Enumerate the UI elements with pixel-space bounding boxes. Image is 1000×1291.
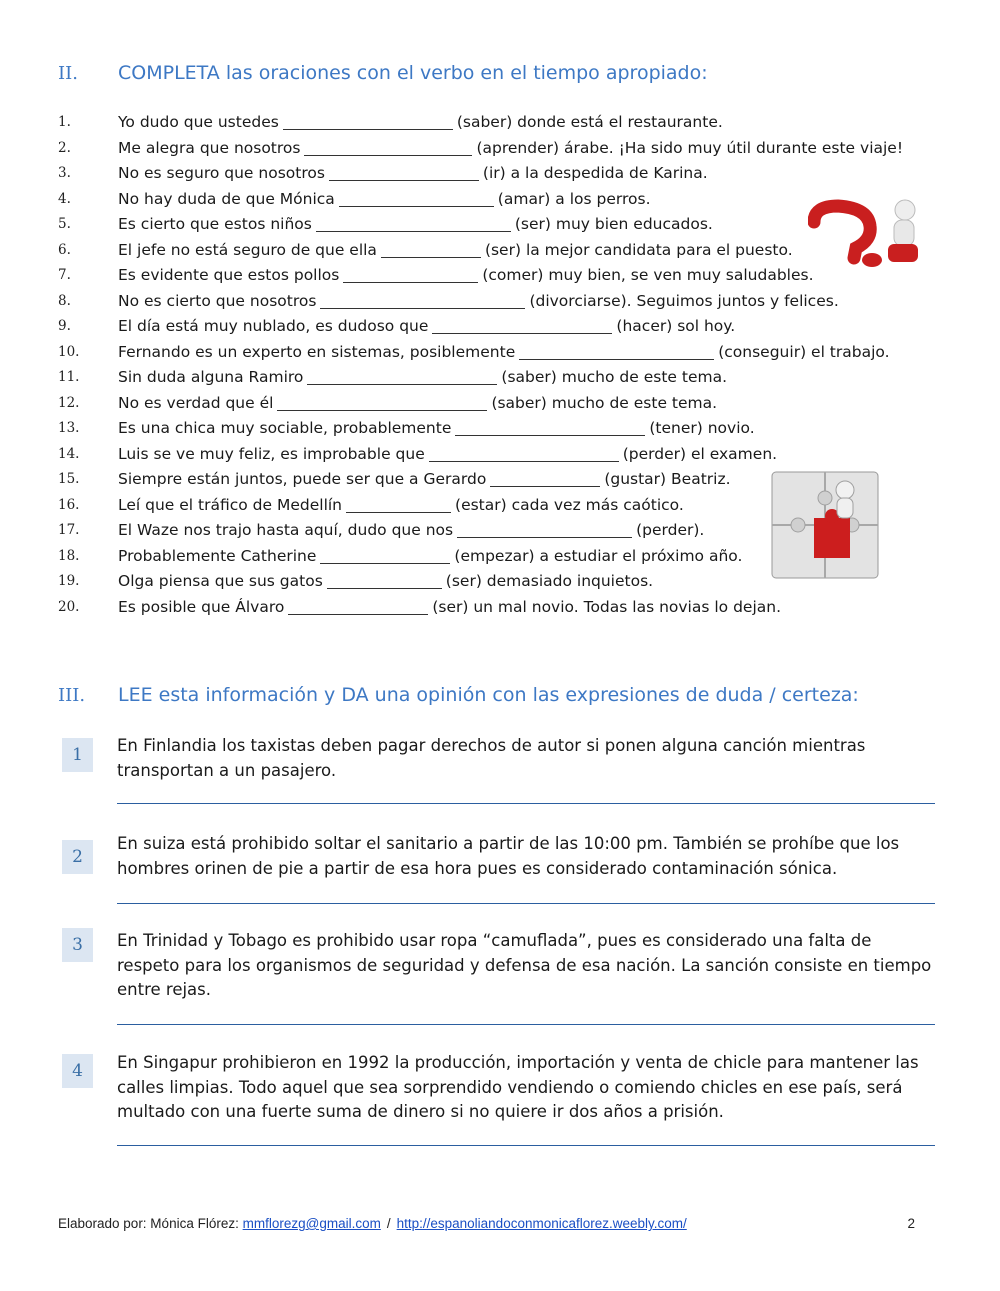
sentence-text: Me alegra que nosotros [118, 138, 301, 157]
section-2-heading [58, 56, 958, 90]
answer-blank[interactable] [429, 446, 619, 462]
sentence-text: Yo dudo que ustedes [118, 113, 279, 131]
exercise-sentence [58, 187, 918, 211]
answer-blank[interactable] [320, 293, 525, 309]
sentence-number: 5. [58, 216, 71, 232]
sentence-verb: (perder). [636, 521, 705, 539]
sentence-number: 17. [58, 522, 80, 538]
answer-blank[interactable] [327, 573, 442, 589]
sentence-text: Es evidente que estos pollos [118, 266, 340, 284]
answer-blank[interactable] [343, 267, 478, 283]
answer-blank[interactable] [316, 216, 511, 232]
sentence-verb: (ser) un mal novio. Todas las novias lo dejan. [432, 597, 782, 616]
sentence-verb: (empezar) a estudiar el próximo año. [454, 546, 743, 565]
answer-blank[interactable] [490, 471, 600, 487]
sentence-verb: (divorciarse). Seguimos juntos y felices. [529, 291, 839, 310]
sentence-number: 3. [58, 165, 71, 181]
footer-separator: / [386, 1216, 391, 1231]
answer-blank[interactable] [455, 420, 645, 436]
sentence-verb: (conseguir) el trabajo. [718, 342, 890, 361]
sentence-verb: (ser) muy bien educados. [514, 215, 713, 233]
sentence-number: 6. [58, 241, 71, 258]
section-3-heading [58, 678, 958, 712]
puzzle-figure-image [760, 458, 890, 586]
answer-blank[interactable] [304, 140, 472, 156]
sentence-number: 10. [58, 343, 80, 360]
exercise-sentence [58, 314, 918, 338]
section-3-number: III. [58, 684, 86, 706]
sentence-verb: (hacer) sol hoy. [616, 317, 736, 335]
answer-blank[interactable] [329, 165, 479, 181]
answer-blank[interactable] [339, 191, 494, 207]
exercise-sentence [58, 238, 918, 262]
answer-line[interactable] [117, 1145, 935, 1146]
footer-email-link[interactable]: mmflorezg@gmail.com [242, 1216, 381, 1231]
answer-line[interactable] [117, 803, 935, 804]
exercise-sentence [58, 212, 918, 236]
sentence-text: Es cierto que estos niños [118, 215, 312, 233]
sentence-text: Luis se ve muy feliz, es improbable que [118, 444, 425, 463]
sentence-number: 15. [58, 471, 80, 487]
sentence-number: 12. [58, 394, 80, 411]
sentence-number: 19. [58, 573, 80, 589]
sentence-text: Leí que el tráfico de Medellín [118, 495, 343, 514]
sentence-text: No es seguro que nosotros [118, 164, 325, 182]
answer-blank[interactable] [346, 497, 451, 513]
item-number-box: 1 [62, 738, 93, 772]
sentence-verb: (perder) el examen. [622, 444, 778, 463]
exercise-sentence [58, 416, 918, 440]
exercise-sentence [58, 263, 918, 287]
exercise-sentence [58, 161, 918, 185]
sentence-verb: (gustar) Beatriz. [604, 470, 731, 488]
sentence-text: Siempre están juntos, puede ser que a Gerardo [118, 470, 487, 488]
sentence-text: No es cierto que nosotros [118, 291, 317, 310]
sentence-text: Es posible que Álvaro [118, 597, 285, 616]
item-text: En Trinidad y Tobago es prohibido usar ropa “camuflada”, pues es considerado una falta de respeto para los organismos de seguridad y defensa de esa nación. La sanción consiste en tiempo entre rejas. [117, 931, 932, 999]
answer-blank[interactable] [288, 599, 428, 615]
sentence-verb: (amar) a los perros. [497, 189, 651, 208]
item-text: En Finlandia los taxistas deben pagar derechos de autor si ponen alguna canción mientras transportan a un pasajero. [117, 736, 866, 780]
sentence-verb: (saber) donde está el restaurante. [456, 113, 723, 131]
exercise-sentence [58, 365, 918, 389]
sentence-verb: (ir) a la despedida de Karina. [482, 164, 708, 182]
item-text: En Singapur prohibieron en 1992 la producción, importación y venta de chicle para mantener las calles limpias. Todo aquel que sea sorprendido vendiendo o comiendo chicles en ese país, será multado con una fuerte suma de dinero si no quiere ir dos años a prisión. [117, 1053, 919, 1121]
exercise-sentence [58, 340, 918, 364]
sentence-text: Probablemente Catherine [118, 546, 317, 565]
answer-blank[interactable] [320, 548, 450, 564]
exercise-sentence [58, 136, 918, 160]
exercise-sentence [58, 289, 918, 313]
footer-author: Elaborado por: Mónica Flórez: [58, 1216, 239, 1231]
section-2-number: II. [58, 62, 78, 84]
sentence-verb: (tener) novio. [649, 419, 755, 437]
answer-blank[interactable] [381, 242, 481, 258]
sentence-verb: (ser) la mejor candidata para el puesto. [484, 240, 793, 259]
sentence-number: 7. [58, 267, 71, 283]
item-number-box: 2 [62, 840, 93, 874]
sentence-number: 14. [58, 445, 80, 462]
sentence-text: El Waze nos trajo hasta aquí, dudo que nos [118, 521, 454, 539]
sentence-text: El día está muy nublado, es dudoso que [118, 317, 429, 335]
sentence-number: 1. [58, 114, 71, 130]
sentence-number: 9. [58, 318, 71, 334]
page-number: 2 [907, 1216, 915, 1231]
sentence-number: 8. [58, 292, 71, 309]
sentence-verb: (estar) cada vez más caótico. [455, 495, 684, 514]
sentence-number: 11. [58, 369, 80, 385]
sentence-text: No hay duda de que Mónica [118, 189, 335, 208]
answer-blank[interactable] [283, 114, 453, 130]
section-2-title: COMPLETA las oraciones con el verbo en el tiempo apropiado: [118, 62, 708, 84]
sentence-text: Sin duda alguna Ramiro [118, 368, 304, 386]
sentence-verb: (comer) muy bien, se ven muy saludables. [482, 266, 814, 284]
sentence-verb: (saber) mucho de este tema. [501, 368, 728, 386]
sentence-verb: (aprender) árabe. ¡Ha sido muy útil durante este viaje! [476, 138, 904, 157]
item-number-box: 4 [62, 1054, 93, 1088]
sentence-text: No es verdad que él [118, 393, 274, 412]
sentence-number: 16. [58, 496, 80, 513]
sentence-number: 18. [58, 547, 80, 564]
exercise-sentence [58, 595, 918, 619]
answer-blank[interactable] [457, 522, 632, 538]
answer-blank[interactable] [519, 344, 714, 360]
footer-website-link[interactable]: http://espanoliandoconmonicaflorez.weebly.com/ [396, 1216, 687, 1231]
sentence-number: 13. [58, 420, 80, 436]
sentence-number: 20. [58, 598, 80, 615]
answer-line[interactable] [117, 1024, 935, 1025]
answer-line[interactable] [117, 903, 935, 904]
section-3-title: LEE esta información y DA una opinión con las expresiones de duda / certeza: [118, 684, 859, 706]
answer-blank[interactable] [277, 395, 487, 411]
question-mark-figure-image [808, 196, 923, 271]
sentence-text: Es una chica muy sociable, probablemente [118, 419, 452, 437]
sentence-number: 2. [58, 139, 71, 156]
item-number-box: 3 [62, 928, 93, 962]
sentence-text: El jefe no está seguro de que ella [118, 240, 377, 259]
sentence-verb: (ser) demasiado inquietos. [445, 572, 654, 590]
sentence-text: Fernando es un experto en sistemas, posiblemente [118, 342, 516, 361]
sentence-number: 4. [58, 190, 71, 207]
answer-blank[interactable] [307, 369, 497, 385]
item-text: En suiza está prohibido soltar el sanitario a partir de las 10:00 pm. También se prohíbe que los hombres orinen de pie a partir de esa hora pues es considerado contaminación sónica. [117, 834, 900, 878]
footer [58, 1216, 918, 1231]
sentence-verb: (saber) mucho de este tema. [491, 393, 718, 412]
answer-blank[interactable] [432, 318, 612, 334]
sentence-text: Olga piensa que sus gatos [118, 572, 323, 590]
exercise-sentence [58, 110, 918, 134]
exercise-sentence [58, 391, 918, 415]
